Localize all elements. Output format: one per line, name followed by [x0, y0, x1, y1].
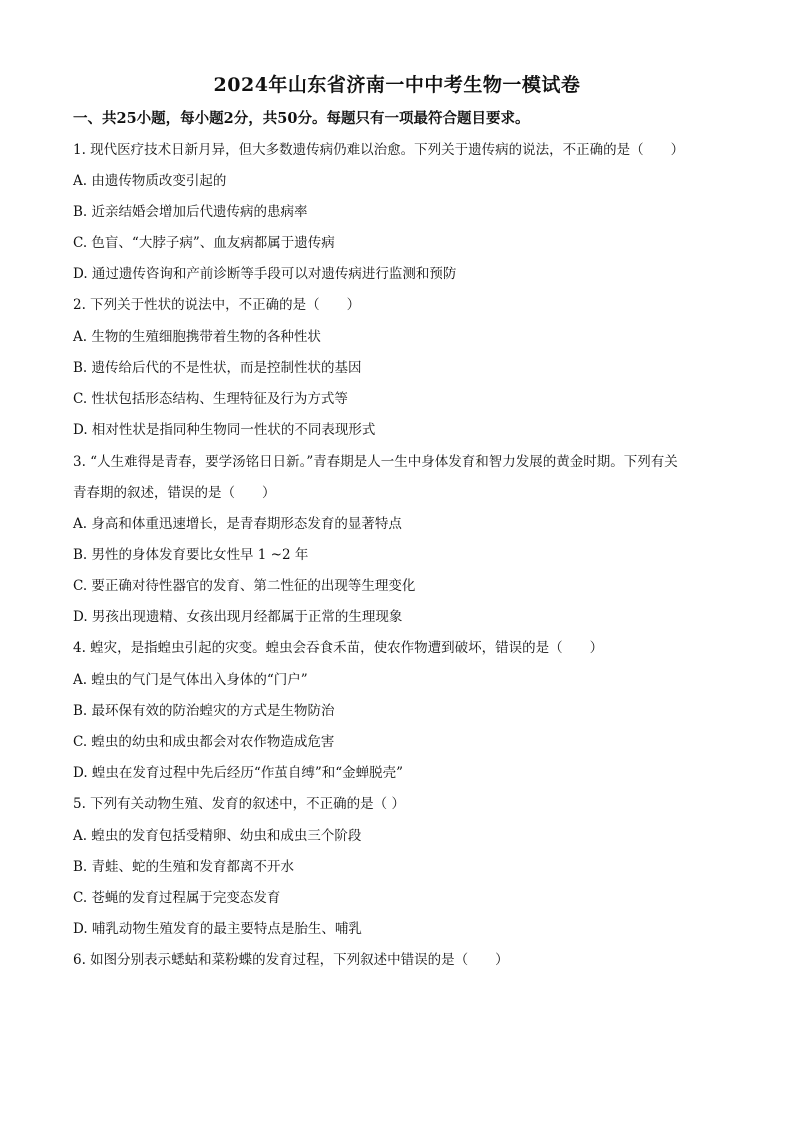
- question-4-stem: 4. 蝗灾，是指蝗虫引起的灾变。蝗虫会吞食禾苗，使农作物遭到破坏，错误的是（ ）: [73, 640, 604, 656]
- question-1-option-b: B. 近亲结婚会增加后代遗传病的患病率: [73, 204, 308, 220]
- question-3-stem-line-2: 青春期的叙述，错误的是（ ）: [73, 485, 276, 501]
- question-2-stem: 2. 下列关于性状的说法中，不正确的是（ ）: [73, 297, 361, 313]
- question-4-option-d: D. 蝗虫在发育过程中先后经历“作茧自缚”和“金蝉脱壳”: [73, 765, 404, 781]
- question-4-option-a: A. 蝗虫的气门是气体出入身体的“门户”: [73, 672, 308, 688]
- question-2-option-a: A. 生物的生殖细胞携带着生物的各种性状: [73, 329, 321, 345]
- question-1-stem: 1. 现代医疗技术日新月异，但大多数遗传病仍难以治愈。下列关于遗传病的说法，不正确的是（ ）: [73, 142, 685, 158]
- question-4-option-b: B. 最环保有效的防治蝗灾的方式是生物防治: [73, 703, 335, 719]
- question-1-option-c: C. 色盲、“大脖子病”、血友病都属于遗传病: [73, 235, 335, 251]
- question-1-option-a: A. 由遗传物质改变引起的: [73, 173, 227, 189]
- question-2-option-b: B. 遗传给后代的不是性状，而是控制性状的基因: [73, 360, 362, 376]
- question-5-stem: 5. 下列有关动物生殖、发育的叙述中，不正确的是（ ）: [73, 796, 405, 812]
- question-5-option-d: D. 哺乳动物生殖发育的最主要特点是胎生、哺乳: [73, 921, 362, 937]
- question-5-option-b: B. 青蛙、蛇的生殖和发育都离不开水: [73, 859, 295, 875]
- question-5-option-a: A. 蝗虫的发育包括受精卵、幼虫和成虫三个阶段: [73, 828, 362, 844]
- page-title: 2024年山东省济南一中中考生物一模试卷: [213, 74, 581, 96]
- question-1-option-d: D. 通过遗传咨询和产前诊断等手段可以对遗传病进行监测和预防: [73, 266, 457, 282]
- section-heading: 一、共25小题，每小题2分，共50分。每题只有一项最符合题目要求。: [73, 110, 530, 127]
- question-3-option-c: C. 要正确对待性器官的发育、第二性征的出现等生理变化: [73, 578, 416, 594]
- question-3-option-d: D. 男孩出现遗精、女孩出现月经都属于正常的生理现象: [73, 609, 403, 625]
- question-3-stem-line-1: 3. “人生难得是青春，要学汤铭日日新。”青春期是人一生中身体发育和智力发展的黄金时期。下列有关: [73, 454, 678, 470]
- question-4-option-c: C. 蝗虫的幼虫和成虫都会对农作物造成危害: [73, 734, 335, 750]
- question-2-option-d: D. 相对性状是指同种生物同一性状的不同表现形式: [73, 422, 376, 438]
- question-5-option-c: C. 苍蝇的发育过程属于完变态发育: [73, 890, 281, 906]
- question-6-stem: 6. 如图分别表示蟋蛄和菜粉蝶的发育过程，下列叙述中错误的是（ ）: [73, 952, 509, 968]
- question-3-option-b: B. 男性的身体发育要比女性早 1 ~2 年: [73, 547, 309, 563]
- question-2-option-c: C. 性状包括形态结构、生理特征及行为方式等: [73, 391, 348, 407]
- question-3-option-a: A. 身高和体重迅速增长，是青春期形态发育的显著特点: [73, 516, 402, 532]
